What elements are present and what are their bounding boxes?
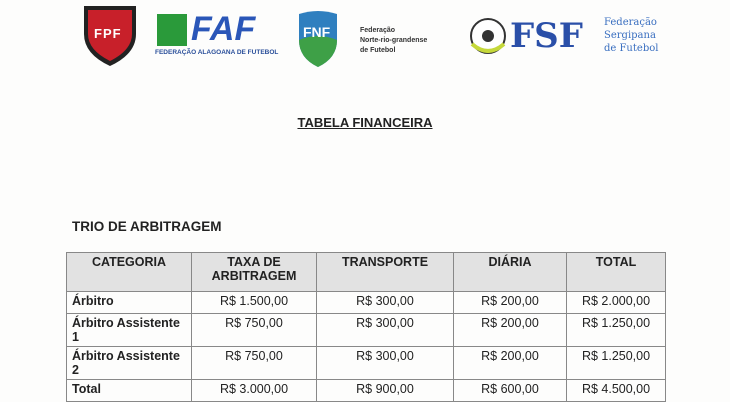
cell: R$ 1.250,00 (567, 314, 666, 347)
table-total-row (67, 380, 666, 402)
fpf-logo: FPF (82, 4, 138, 68)
table-row (67, 347, 666, 380)
header-total: TOTAL (567, 253, 666, 292)
table-header-row (67, 253, 666, 292)
cell-category: Árbitro Assistente 1 (67, 314, 192, 347)
cell: R$ 200,00 (454, 292, 567, 314)
header-transporte: TRANSPORTE (317, 253, 454, 292)
section-heading: TRIO DE ARBITRAGEM (72, 219, 222, 234)
cell: R$ 750,00 (192, 347, 317, 380)
cell-category: Árbitro (67, 292, 192, 314)
table-row (67, 314, 666, 347)
table-row (67, 292, 666, 314)
cell: R$ 2.000,00 (567, 292, 666, 314)
cell-category: Árbitro Assistente 2 (67, 347, 192, 380)
cell: R$ 300,00 (317, 292, 454, 314)
cell: R$ 200,00 (454, 314, 567, 347)
cell: R$ 1.250,00 (567, 347, 666, 380)
cell: R$ 3.000,00 (192, 380, 317, 402)
header-categoria: CATEGORIA (67, 253, 192, 292)
document-title: TABELA FINANCEIRA (297, 115, 433, 130)
cell: R$ 200,00 (454, 347, 567, 380)
cell: R$ 300,00 (317, 314, 454, 347)
cell: R$ 300,00 (317, 347, 454, 380)
header-taxa: TAXA DE ARBITRAGEM (192, 253, 317, 292)
faf-logo: FAF FEDERAÇÃO ALAGOANA DE FUTEBOL (155, 10, 279, 56)
cell: R$ 900,00 (317, 380, 454, 402)
header-diaria: DIÁRIA (454, 253, 567, 292)
fsf-logo: FSF Federação Sergipana de Futebol (466, 12, 666, 62)
cell: R$ 750,00 (192, 314, 317, 347)
cell: R$ 1.500,00 (192, 292, 317, 314)
financial-table (66, 252, 666, 402)
cell: R$ 600,00 (454, 380, 567, 402)
cell: R$ 4.500,00 (567, 380, 666, 402)
cell-category: Total (67, 380, 192, 402)
fnf-logo: FNF Federação Norte-rio-grandense de Futebol (295, 10, 425, 70)
